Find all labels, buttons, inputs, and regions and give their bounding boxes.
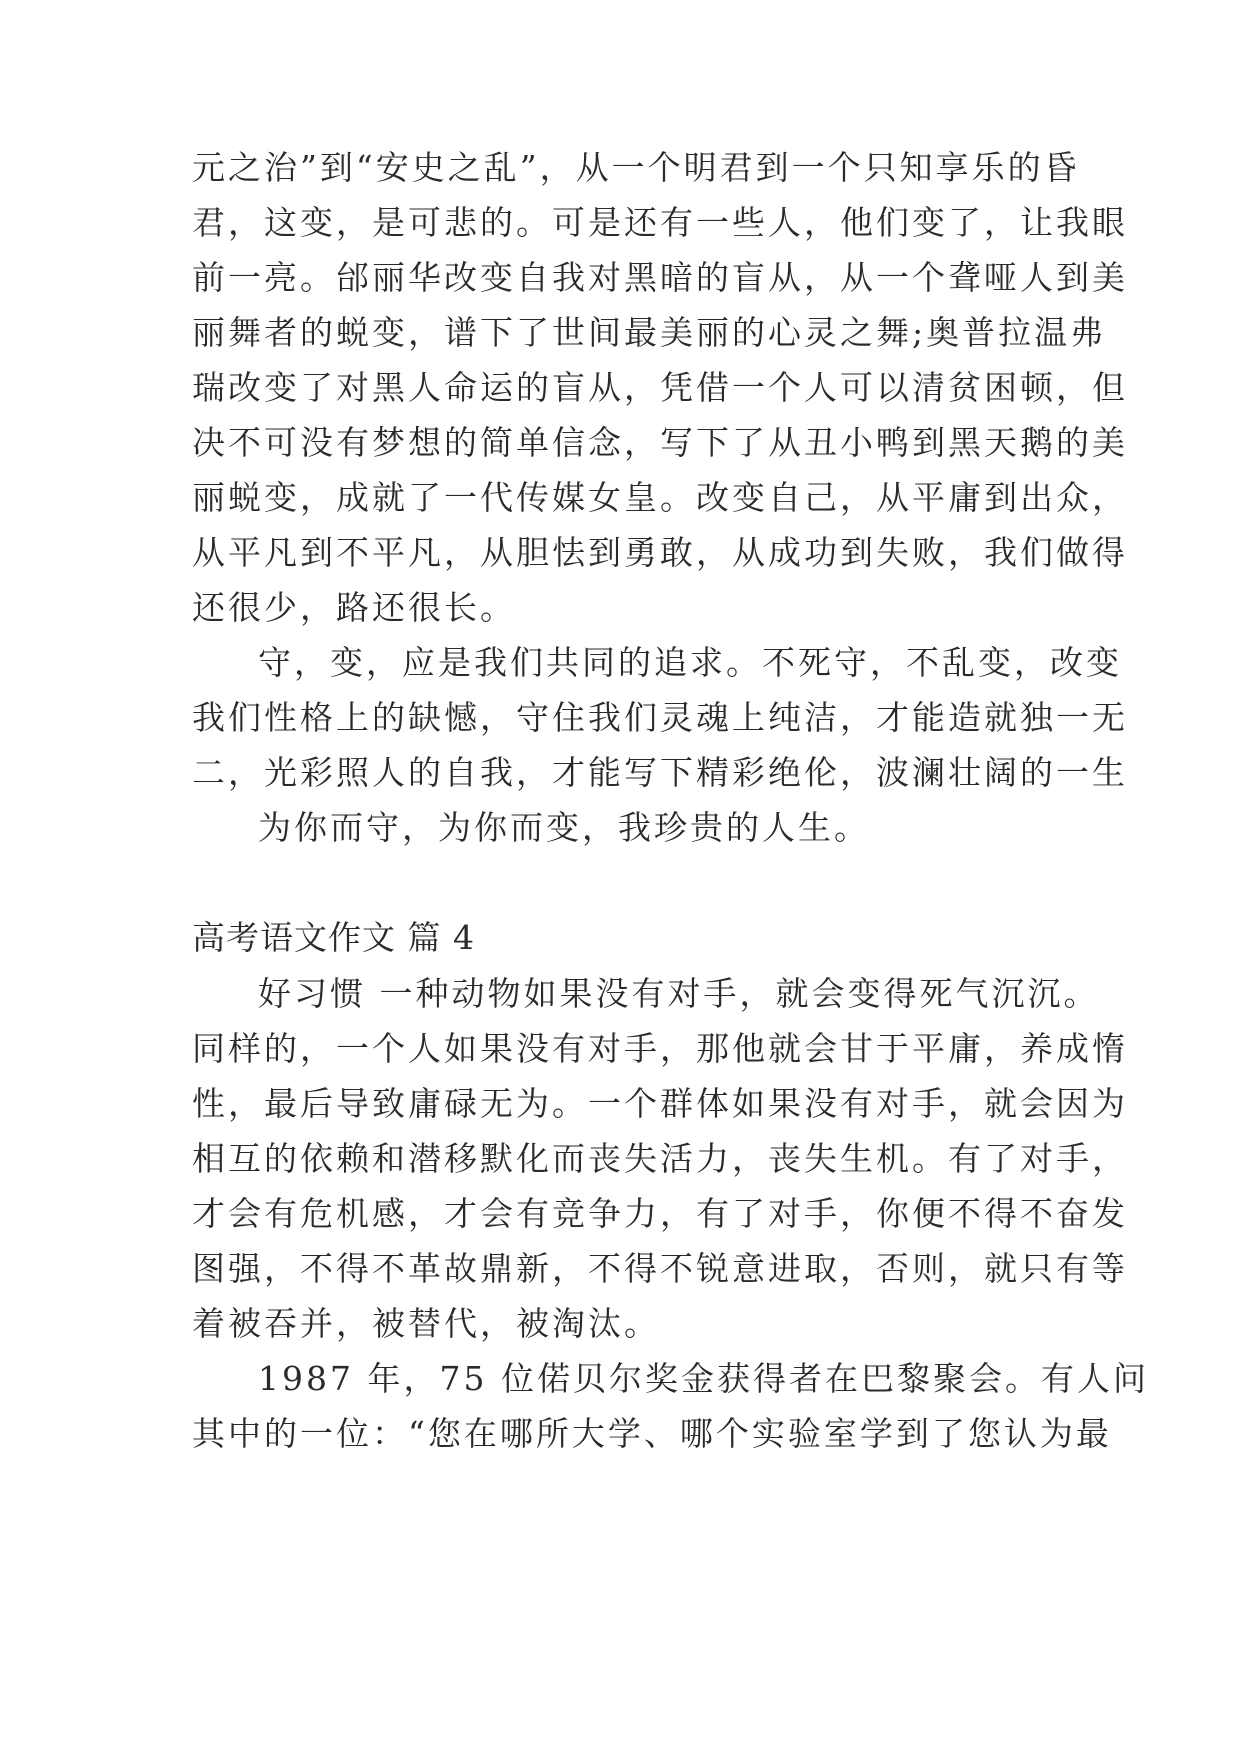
text-line: 同样的，一个人如果没有对手，那他就会甘于平庸，养成惰 (192, 1029, 1128, 1068)
text-line: 好习惯 一种动物如果没有对手，就会变得死气沉沉。 (258, 974, 1100, 1013)
text-line: 才会有危机感，才会有竞争力，有了对手，你便不得不奋发 (192, 1194, 1128, 1233)
text-line: 丽蜕变，成就了一代传媒女皇。改变自己，从平庸到出众， (192, 478, 1128, 517)
text-line: 图强，不得不革故鼎新，不得不锐意进取，否则，就只有等 (192, 1249, 1128, 1288)
text-line: 其中的一位：“您在哪所大学、哪个实验室学到了您认为最 (192, 1414, 1112, 1453)
text-line: 从平凡到不平凡，从胆怯到勇敢，从成功到失败，我们做得 (192, 533, 1128, 572)
text-line: 丽舞者的蜕变，谱下了世间最美丽的心灵之舞;奥普拉温弗 (192, 313, 1107, 352)
section-heading: 高考语文作文 篇 4 (192, 918, 475, 957)
text-line: 瑞改变了对黑人命运的盲从，凭借一个人可以清贫困顿，但 (192, 368, 1128, 407)
text-line: 守，变，应是我们共同的追求。不死守，不乱变，改变 (258, 643, 1122, 682)
text-line: 决不可没有梦想的简单信念，写下了从丑小鸭到黑天鹅的美 (192, 423, 1128, 462)
text-line: 元之治”到“安史之乱”，从一个明君到一个只知享乐的昏 (192, 148, 1080, 187)
text-line: 前一亮。邰丽华改变自我对黑暗的盲从，从一个聋哑人到美 (192, 258, 1128, 297)
text-line: 1987 年，75 位偌贝尔奖金获得者在巴黎聚会。有人问 (258, 1359, 1149, 1398)
text-line: 我们性格上的缺憾，守住我们灵魂上纯洁，才能造就独一无 (192, 698, 1128, 737)
text-line: 君，这变，是可悲的。可是还有一些人，他们变了，让我眼 (192, 203, 1128, 242)
text-line: 为你而守，为你而变，我珍贵的人生。 (258, 808, 870, 847)
text-line: 还很少，路还很长。 (192, 588, 516, 627)
text-line: 二，光彩照人的自我，才能写下精彩绝伦，波澜壮阔的一生 (192, 753, 1128, 792)
text-line: 性，最后导致庸碌无为。一个群体如果没有对手，就会因为 (192, 1084, 1128, 1123)
text-line: 相互的依赖和潜移默化而丧失活力，丧失生机。有了对手， (192, 1139, 1128, 1178)
text-line: 着被吞并，被替代，被淘汰。 (192, 1304, 660, 1343)
